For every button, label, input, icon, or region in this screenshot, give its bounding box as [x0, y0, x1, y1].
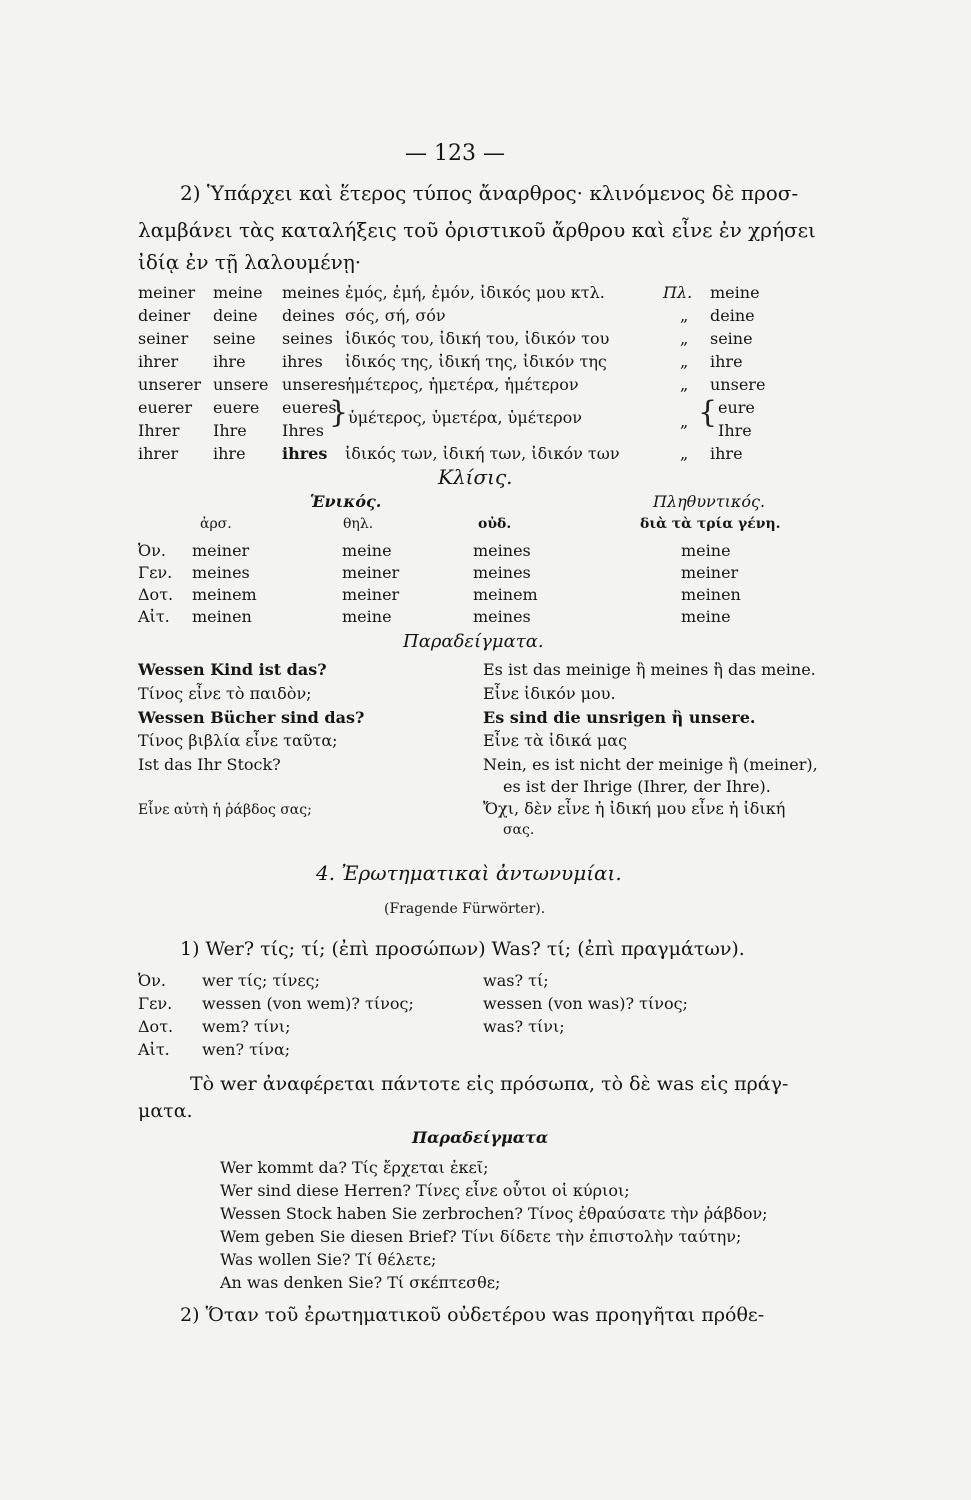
- heading-masc: ἀρσ.: [200, 516, 232, 532]
- note-line-2: ματα.: [138, 1100, 193, 1122]
- example-line: An was denken Sie? Τί σκέπτεσθε;: [220, 1273, 501, 1292]
- example-german: Ist das Ihr Stock?: [138, 755, 281, 774]
- intro-line-3: ἰδίᾳ ἐν τῇ λαλουμένῃ·: [138, 250, 362, 274]
- singular-heading: Ἑνικός.: [310, 492, 382, 511]
- heading-all-genders: διὰ τὰ τρία γένη.: [640, 516, 781, 532]
- intro-line-2: λαμβάνει τὰς καταλήξεις τοῦ ὁριστικοῦ ἄρθρου καὶ εἶνε ἐν χρήσει: [138, 218, 816, 242]
- example-answer-greek: σας.: [503, 822, 535, 838]
- example-answer: es ist der Ihrige (Ihrer, der Ihre).: [503, 777, 771, 796]
- example-german: Wessen Bücher sind das?: [138, 708, 365, 727]
- intro-line-1: 2) Ὑπάρχει καὶ ἕτερος τύπος ἄναρθρος· κλινόμενος δὲ προσ-: [180, 181, 799, 205]
- page-number: — 123 —: [405, 141, 505, 166]
- note-line-1: Τὸ wer ἀναφέρεται πάντοτε εἰς πρόσωπα, τὸ δὲ was εἰς πράγ-: [190, 1073, 789, 1095]
- example-line: Wessen Stock haben Sie zerbrochen? Τίνος ἐθραύσατε τὴν ῥάβδον;: [220, 1204, 768, 1223]
- example-answer: Nein, es ist nicht der meinige ἢ (meiner),: [483, 755, 818, 774]
- brace-left: }: [329, 395, 349, 430]
- heading-neut: οὐδ.: [478, 516, 512, 532]
- example-line: Wer sind diese Herren? Τίνες εἶνε οὗτοι οἱ κύριοι;: [220, 1181, 630, 1200]
- example-line: Wer kommt da? Τίς ἔρχεται ἐκεῖ;: [220, 1158, 489, 1177]
- example-greek: Τίνος εἶνε τὸ παιδὸν;: [138, 684, 312, 703]
- section-4-subtitle: (Fragende Fürwörter).: [384, 901, 546, 917]
- example-answer-greek: Εἶνε τὰ ἰδικά μας: [483, 731, 628, 750]
- shared-gloss: ὑμέτερος, ὑμετέρα, ὑμέτερον: [348, 408, 582, 427]
- examples-title: Παραδείγματα.: [403, 631, 544, 652]
- example-line: Wem geben Sie diesen Brief? Τίνι δίδετε τὴν ἐπιστολὴν ταύτην;: [220, 1227, 742, 1246]
- example-answer: Es sind die unsrigen ἢ unsere.: [483, 708, 756, 727]
- brace-right: {: [698, 395, 718, 430]
- plural-heading: Πληθυντικός.: [653, 492, 766, 511]
- example-greek: Εἶνε αὐτὴ ἡ ῥάβδος σας;: [138, 802, 312, 818]
- examples-2-title: Παραδείγματα: [412, 1128, 549, 1147]
- example-answer-greek: Ὄχι, δὲν εἶνε ἡ ἰδική μου εἶνε ἡ ἰδική: [483, 799, 786, 818]
- example-german: Wessen Kind ist das?: [138, 660, 327, 679]
- example-answer: Es ist das meinige ἢ meines ἢ das meine.: [483, 660, 816, 679]
- klisis-title: Κλίσις.: [438, 465, 513, 489]
- example-greek: Τίνος βιβλία εἶνε ταῦτα;: [138, 731, 338, 750]
- section-4-heading: 1) Wer? τίς; τί; (ἐπὶ προσώπων) Was? τί; (ἐπὶ πραγμάτων).: [180, 938, 745, 960]
- section-4-title: 4. Ἐρωτηματικαὶ ἀντωνυμίαι.: [316, 861, 622, 885]
- book-page: — 123 — 2) Ὑπάρχει καὶ ἕτερος τύπος ἄναρθρος· κλινόμενος δὲ προσ- λαμβάνει τὰς καταλήξεις τοῦ ὁριστικοῦ ἄρθρου καὶ εἶνε ἐν χρήσει ἰδίᾳ ἐν τῇ λαλουμένῃ· meiner meine meines ἐμός, ἐμή, ἐμόν, ἰδικός μου κτλ. Πλ. meine deiner deine deines σός, σή, σόν „ deine seiner seine seines ἰδικός του, ἰδική του, ἰδικόν του „ seine ihrer ihre ihres ἰδικός της, ἰδική της, ἰδικόν της „ ihre unserer unsere unseres ἡμέτερος, ἡμετέρα, ἡμέτερον „ unsere euerer euere eueres eure Ihrer Ihre Ihres „ Ihre ihrer ihre ihres ἰδικός των, ἰδική των, ἰδικόν των „ ihre } ὑμέτερος, ὑμετέρα, ὑμέτερον { Κλίσις. Ἑνικός. Πληθυντικός. ἀρσ. θηλ. οὐδ. διὰ τὰ τρία γένη. Ὀν. meiner meine meines meine Γεν. meines meiner meines meiner Δοτ. meinem meiner meinem meinen Αἰτ. meinen meine meines meine Παραδείγματα. Wessen Kind ist das? Τίνος εἶνε τὸ παιδὸν; Wessen Bücher sind das? Τίνος βιβλία εἶνε ταῦτα; Ist das Ihr Stock? Εἶνε αὐτὴ ἡ ῥάβδος σας; Es ist das meinige ἢ meines ἢ das meine. Εἶνε ἰδικόν μου. Es sind die unsrigen ἢ unsere. Εἶνε τὰ ἰδικά μας Nein, es ist nicht der meinige ἢ (meiner), es ist der Ihrige (Ihrer, der Ihre). Ὄχι, δὲν εἶνε ἡ ἰδική μου εἶνε ἡ ἰδική σας. 4. Ἐρωτηματικαὶ ἀντωνυμίαι. (Fragende Fürwörter). 1) Wer? τίς; τί; (ἐπὶ προσώπων) Was? τί; (ἐπὶ πραγμάτων). Ὀν. wer τίς; τίνες; was? τί; Γεν. wessen (von wem)? τίνος; wessen (von was)? τίνος; Δοτ. wem? τίνι; was? τίνι; Αἰτ. wen? τίνα; Τὸ wer ἀναφέρεται πάντοτε εἰς πρόσωπα, τὸ δὲ was εἰς πράγ- ματα. Παραδείγματα Wer kommt da? Τίς ἔρχεται ἐκεῖ; Wer sind diese Herren? Τίνες εἶνε οὗτοι οἱ κύριοι; Wessen Stock haben Sie zerbrochen? Τίνος ἐθραύσατε τὴν ῥάβδον; Wem geben Sie diesen Brief? Τίνι δίδετε τὴν ἐπιστολὴν ταύτην; Was wollen Sie? Τί θέλετε; An was denken Sie? Τί σκέπτεσθε; 2) Ὅταν τοῦ ἐρωτηματικοῦ οὐδετέρου was προηγῆται πρόθε-: [138, 141, 818, 1326]
- heading-fem: θηλ.: [343, 516, 374, 532]
- final-line: 2) Ὅταν τοῦ ἐρωτηματικοῦ οὐδετέρου was προηγῆται πρόθε-: [180, 1304, 765, 1326]
- example-answer-greek: Εἶνε ἰδικόν μου.: [483, 684, 616, 703]
- example-line: Was wollen Sie? Τί θέλετε;: [220, 1250, 437, 1269]
